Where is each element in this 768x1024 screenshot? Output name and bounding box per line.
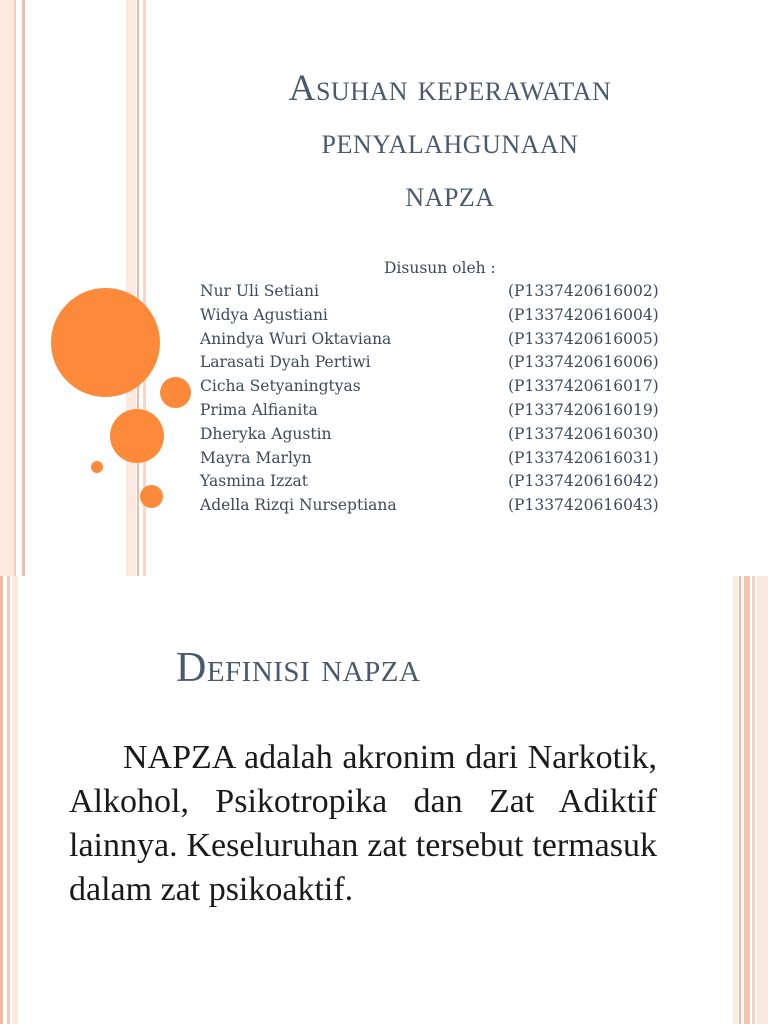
decor-stripe [7, 576, 10, 1024]
decor-stripe [14, 0, 16, 576]
prepared-by-label: Disusun oleh : [384, 259, 496, 277]
decor-stripe [137, 0, 139, 576]
definition-text: NAPZA adalah akronim dari Narkotik, Alkohol, Psikotropika dan Zat Adiktif lainnya. Keseluruhan zat tersebut termasuk dalam zat psikoaktif. [69, 739, 657, 908]
decor-stripe [733, 576, 738, 1024]
member-name: Widya Agustiani [200, 305, 328, 324]
member-id: (P1337420616004) [508, 305, 659, 324]
member-id: (P1337420616006) [508, 353, 659, 372]
decor-circle-small [91, 461, 103, 473]
decor-circle [140, 485, 163, 508]
decor-stripe [752, 576, 755, 1024]
decor-stripe [12, 576, 18, 1024]
decor-stripe [744, 576, 750, 1024]
decor-circle [160, 377, 191, 408]
member-id: (P1337420616042) [508, 472, 659, 491]
decor-circle-large [51, 288, 160, 397]
member-name: Adella Rizqi Nurseptiana [200, 496, 397, 515]
member-id: (P1337420616005) [508, 329, 659, 348]
member-list [200, 282, 680, 520]
member-row [200, 496, 680, 520]
decor-circle [110, 409, 164, 463]
decor-stripe [0, 576, 3, 1024]
member-name: Dheryka Agustin [200, 424, 332, 443]
member-row [200, 425, 680, 449]
member-id: (P1337420616017) [508, 377, 659, 396]
member-name: Mayra Marlyn [200, 448, 312, 467]
member-name: Cicha Setyaningtyas [200, 377, 361, 396]
member-name: Prima Alfianita [200, 400, 318, 419]
member-row [200, 377, 680, 401]
member-id: (P1337420616002) [508, 282, 659, 300]
definition-slide [0, 576, 768, 1024]
title-line: penyalahgunaan [321, 121, 579, 162]
decor-stripe [22, 0, 25, 576]
member-id: (P1337420616043) [508, 496, 659, 515]
member-name: Yasmina Izzat [200, 472, 308, 491]
title-line: Asuhan keperawatan [288, 68, 612, 109]
member-row [200, 282, 680, 306]
member-name: Larasati Dyah Pertiwi [200, 353, 371, 372]
member-row [200, 472, 680, 496]
decor-stripe [757, 576, 768, 1024]
member-name: Anindya Wuri Oktaviana [200, 329, 392, 348]
member-row [200, 330, 680, 354]
title-line: napza [405, 174, 495, 215]
member-id: (P1337420616030) [508, 424, 659, 443]
decor-stripe [739, 576, 741, 1024]
slide2-title: Definisi napza [176, 645, 421, 691]
member-row [200, 401, 680, 425]
member-id: (P1337420616019) [508, 400, 659, 419]
decor-stripe [0, 0, 14, 576]
decor-stripe [126, 0, 136, 576]
slide1-title [170, 62, 730, 221]
member-name: Nur Uli Setiani [200, 282, 319, 300]
member-row [200, 449, 680, 473]
member-row [200, 353, 680, 377]
member-row [200, 306, 680, 330]
member-id: (P1337420616031) [508, 448, 659, 467]
